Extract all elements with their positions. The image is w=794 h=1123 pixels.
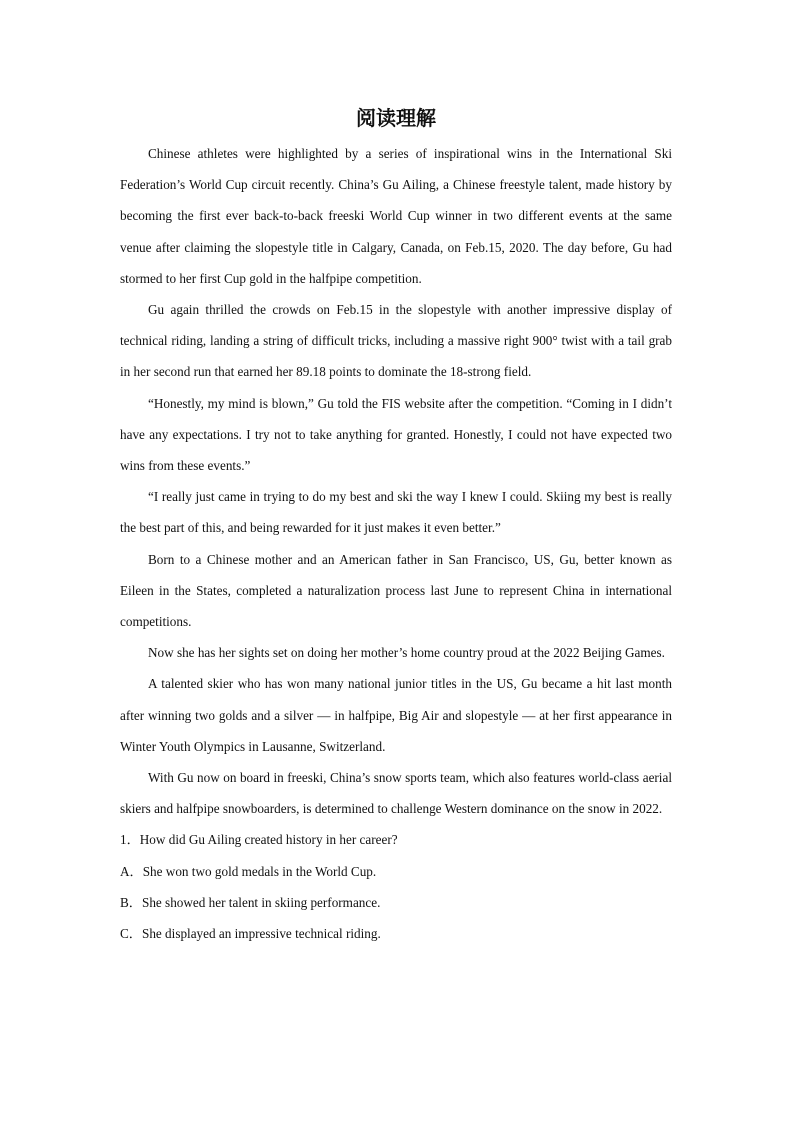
- document-page: [120, 98, 672, 949]
- option-b: B．She showed her talent in skiing performance.: [120, 894, 381, 910]
- passage-paragraph-6: Now she has her sights set on doing her mother’s home country proud at the 2022 Beijing Games.: [148, 645, 665, 661]
- passage-paragraph-8: With Gu now on board in freeski, China’s snow sports team, which also features world-class aerial skiers and halfpipe snowboarders, is determined to challenge Western dominance on the snow in 2022.: [120, 770, 672, 817]
- passage-paragraph-1: Chinese athletes were highlighted by a series of inspirational wins in the International Ski Federation’s World Cup circuit recently. China’s Gu Ailing, a Chinese freestyle talent, made history by becoming the first ever back-to-back freeski World Cup winner in two different events at the same venue after claiming the slopestyle title in Calgary, Canada, on Feb.15, 2020. The day before, Gu had stormed to her first Cup gold in the halfpipe competition.: [120, 146, 672, 286]
- passage: [120, 138, 672, 824]
- option-c: C．She displayed an impressive technical riding.: [120, 926, 381, 942]
- passage-paragraph-3: “Honestly, my mind is blown,” Gu told the FIS website after the competition. “Coming in I didn’t have any expectations. I try not to take anything for granted. Honestly, I could not have expected two wins from these events.”: [120, 395, 672, 474]
- passage-paragraph-5: Born to a Chinese mother and an American father in San Francisco, US, Gu, better known as Eileen in the States, completed a naturalization process last June to represent China in international competitions.: [120, 551, 672, 630]
- passage-paragraph-7: A talented skier who has won many national junior titles in the US, Gu became a hit last month after winning two golds and a silver — in halfpipe, Big Air and slopestyle — at her first appearance in Winter Youth Olympics in Lausanne, Switzerland.: [120, 676, 672, 754]
- passage-paragraph-4: “I really just came in trying to do my best and ski the way I knew I could. Skiing my best is really the best part of this, and being rewarded for it just makes it even better.”: [120, 489, 672, 536]
- document-title: 阅读理解: [356, 106, 436, 130]
- option-a: A．She won two gold medals in the World Cup.: [120, 863, 377, 879]
- question-block: [120, 824, 672, 949]
- question-stem: 1．How did Gu Ailing created history in her career?: [120, 832, 398, 848]
- passage-paragraph-2: Gu again thrilled the crowds on Feb.15 in the slopestyle with another impressive display of technical riding, landing a string of difficult tricks, including a massive right 900° twist with a tail grab in her second run that earned her 89.18 points to dominate the 18-strong field.: [120, 302, 672, 380]
